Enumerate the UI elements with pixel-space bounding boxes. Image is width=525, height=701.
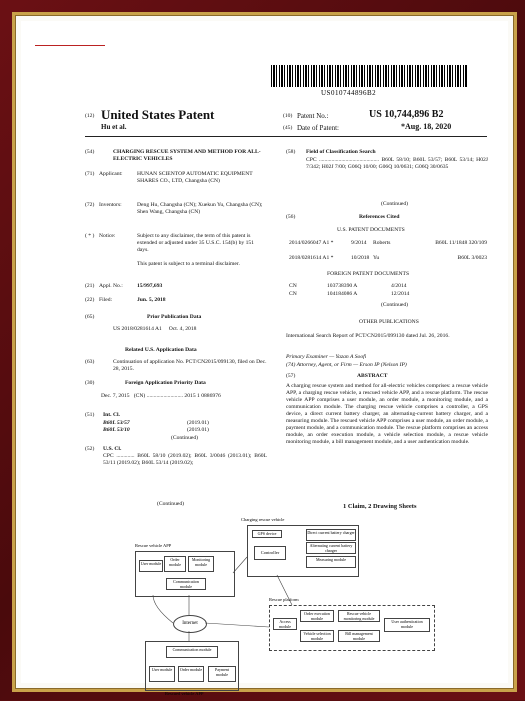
filed-date: Jun. 5, 2018 [137, 297, 166, 303]
uscl-continued: (Continued) [157, 501, 185, 507]
barcode-number: US010744896B2 [321, 89, 377, 97]
us-doc-class: B60L 11/1848 320/109 [435, 240, 487, 246]
examiner: Primary Examiner — Yazan A Soofi [286, 354, 367, 360]
prior-row: US 2018/0281614 A1 Oct. 4, 2018 [113, 326, 197, 332]
foreign-head: Foreign Application Priority Data [125, 380, 206, 386]
field-cpc: CPC ........................................... B60L 58/10; B60L 53/57; B60L 53/14; H02J 7/342; H02J 7/00; G06Q 10/00; G06Q 10/0631; G06Q 30/0635 [306, 157, 488, 170]
foreign-docs-head: FOREIGN PATENT DOCUMENTS [327, 271, 410, 277]
inventor-short: Hu et al. [101, 123, 127, 131]
notice: Subject to any disclaimer, the term of this patent is extended or adjusted under 35 U.S.C. 154(b) by 151 days. [137, 233, 254, 253]
user-module-box: User module [149, 666, 175, 682]
vehicle-select-box: Vehicle selection module [300, 630, 334, 642]
claims-summary: 1 Claim, 2 Drawing Sheets [343, 503, 417, 510]
appl-label: Appl. No.: [99, 283, 123, 289]
title-code: (54) [85, 149, 95, 155]
refs-head: References Cited [359, 214, 400, 220]
related-code: (63) [85, 359, 95, 365]
other-head: OTHER PUBLICATIONS [359, 319, 419, 325]
header-divider [85, 136, 487, 137]
rescue-app-label: Rescue vehicle APP [135, 543, 172, 548]
office-title: United States Patent [101, 107, 215, 122]
bill-box: Bill management module [338, 630, 380, 642]
user-module-box: User module [139, 560, 163, 572]
intcl-code: (51) [85, 412, 95, 418]
uscl-code: (52) [85, 446, 95, 452]
notice-code: ( * ) [85, 233, 95, 239]
controller-box: Controller [254, 546, 286, 560]
intcl-continued: (Continued) [171, 435, 199, 441]
comm-module-box: Communication module [166, 646, 218, 658]
foreign-row: Dec. 7, 2015 (CN) .......................... 2015 1 0886976 [101, 393, 221, 399]
intcl-year: (2019.01) [187, 420, 209, 426]
field-code: (58) [286, 149, 296, 155]
applicant-label: Applicant: [99, 171, 123, 177]
system-diagram [117, 517, 437, 701]
patent-no-code: (10) [283, 113, 293, 119]
patent-date: *Aug. 18, 2020 [401, 122, 452, 131]
invention-title: CHARGING RESCUE SYSTEM AND METHOD FOR ALL-ELECTRIC VEHICLES [113, 149, 261, 162]
platform-label: Rescue platform [269, 597, 299, 602]
foreign-doc-date: 4/2014 [391, 283, 407, 289]
ac-charger-box: Alternating current battery charger [306, 542, 356, 554]
measuring-box: Measuring module [306, 556, 356, 568]
applicant-code: (71) [85, 171, 95, 177]
comm-module-box: Communication module [166, 578, 206, 590]
patent-page [21, 21, 508, 696]
charging-vehicle-label: Charging rescue vehicle [241, 517, 285, 522]
inventors: Deng Hu, Changsha (CN); Xuekun Yu, Changsha (CN); Shen Wang, Changsha (CN) [137, 202, 263, 215]
doc-kind-code: (12) [85, 113, 95, 119]
abstract-code: (57) [286, 373, 296, 379]
order-module-box: Order module [164, 556, 186, 572]
gps-box: GPS device [252, 530, 282, 538]
order-module-box: Order module [178, 666, 204, 682]
filed-code: (22) [85, 297, 95, 303]
related-head: Related U.S. Application Data [125, 347, 197, 353]
foreign-doc-no: 104184086 A [327, 291, 358, 297]
rescue-monitor-box: Rescue vehicle monitoring module [338, 610, 380, 622]
intcl-class: B60L 53/57 [103, 420, 130, 426]
date-code: (45) [283, 125, 293, 131]
dc-charger-box: Direct current battery charger [306, 529, 356, 541]
auth-box: User authentication module [384, 618, 430, 632]
us-doc-name: Roberts [373, 240, 391, 246]
monitoring-module-box: Monitoring module [188, 556, 214, 572]
foreign-doc-no: 103738390 A [327, 283, 358, 289]
inventors-code: (72) [85, 202, 95, 208]
intcl-label: Int. Cl. [103, 412, 120, 418]
us-docs-head: U.S. PATENT DOCUMENTS [337, 227, 405, 233]
uscl: CPC ............. B60L 58/10 (2019.02); B60L 3/0046 (2013.01); B60L 53/11 (2019.02); B60L 53/14 (2019.02); [103, 453, 267, 466]
us-doc-date: 10/2018 [351, 255, 370, 261]
order-exec-box: Order execution module [300, 610, 334, 622]
us-doc-class: B60L 3/0023 [457, 255, 487, 261]
header-rule [35, 45, 105, 46]
internet-node: Internet [173, 615, 207, 633]
foreign-code: (30) [85, 380, 95, 386]
us-doc-name: Yu [373, 255, 380, 261]
field-continued: (Continued) [381, 201, 409, 207]
patent-number: US 10,744,896 B2 [369, 109, 444, 120]
other-publications: International Search Report of PCT/CN2015/099130 dated Jul. 26, 2016. [286, 333, 450, 339]
field-head: Field of Classification Search [306, 149, 376, 155]
notice-terminal: This patent is subject to a terminal disclaimer. [137, 261, 240, 267]
uscl-label: U.S. Cl. [103, 446, 122, 452]
diagram-connectors [117, 517, 437, 701]
foreign-doc-cc: CN [289, 283, 297, 289]
foreign-doc-date: 12/2014 [391, 291, 410, 297]
prior-code: (65) [85, 314, 95, 320]
applicant: HUNAN SCIENTOP AUTOMATIC EQUIPMENT SHARES CO., LTD, Changsha (CN) [137, 171, 253, 184]
us-doc-date: 9/2014 [351, 240, 367, 246]
abstract-text: A charging rescue system and method for all-electric vehicles comprises: a rescue vehicle APP, a charging rescue vehicle, a rescued vehicle APP, and a rescue platform. The rescue vehicle APP comprises a user module, an order module, a monitoring module, and a communication module. The charging rescue vehicle comprises a controller, a GPS device, a direct current battery charger, an alternating-current battery charger, and a measuring module. The rescued vehicle APP comprises a user module, an order module, a payment module, and a communication module. The rescue platform comprises an access module, an order execution module, a vehicle selection module, a rescue vehicle monitoring module, a bill management module, and a user authentication module. [286, 383, 488, 445]
appl-no: 15/997,693 [137, 283, 163, 289]
abstract-head: ABSTRACT [357, 373, 388, 379]
gold-border [12, 12, 517, 696]
payment-module-box: Payment module [208, 666, 236, 682]
barcode [271, 65, 467, 87]
inventors-label: Inventors: [99, 202, 122, 208]
us-doc-no: 2018/0281614 A1 * [289, 255, 334, 261]
filed-label: Filed: [99, 297, 113, 303]
notice-label: Notice: [99, 233, 116, 239]
us-doc-no: 2014/0266047 A1 * [289, 240, 334, 246]
refs-continued: (Continued) [381, 302, 409, 308]
intcl-year: (2019.01) [187, 427, 209, 433]
rescued-app-label: Rescued vehicle APP [165, 691, 204, 696]
appl-code: (21) [85, 283, 95, 289]
date-label: Date of Patent: [297, 124, 339, 132]
foreign-doc-cc: CN [289, 291, 297, 297]
refs-code: (56) [286, 214, 296, 220]
intcl-class: B60L 53/10 [103, 427, 130, 433]
patent-no-label: Patent No.: [297, 112, 329, 120]
related: Continuation of application No. PCT/CN2015/099130, filed on Dec. 28, 2015. [113, 359, 267, 372]
access-module-box: Access module [273, 618, 297, 630]
attorney: (74) Attorney, Agent, or Firm — Erson IP (Nelson IP) [286, 362, 407, 368]
prior-head: Prior Publication Data [147, 314, 202, 320]
